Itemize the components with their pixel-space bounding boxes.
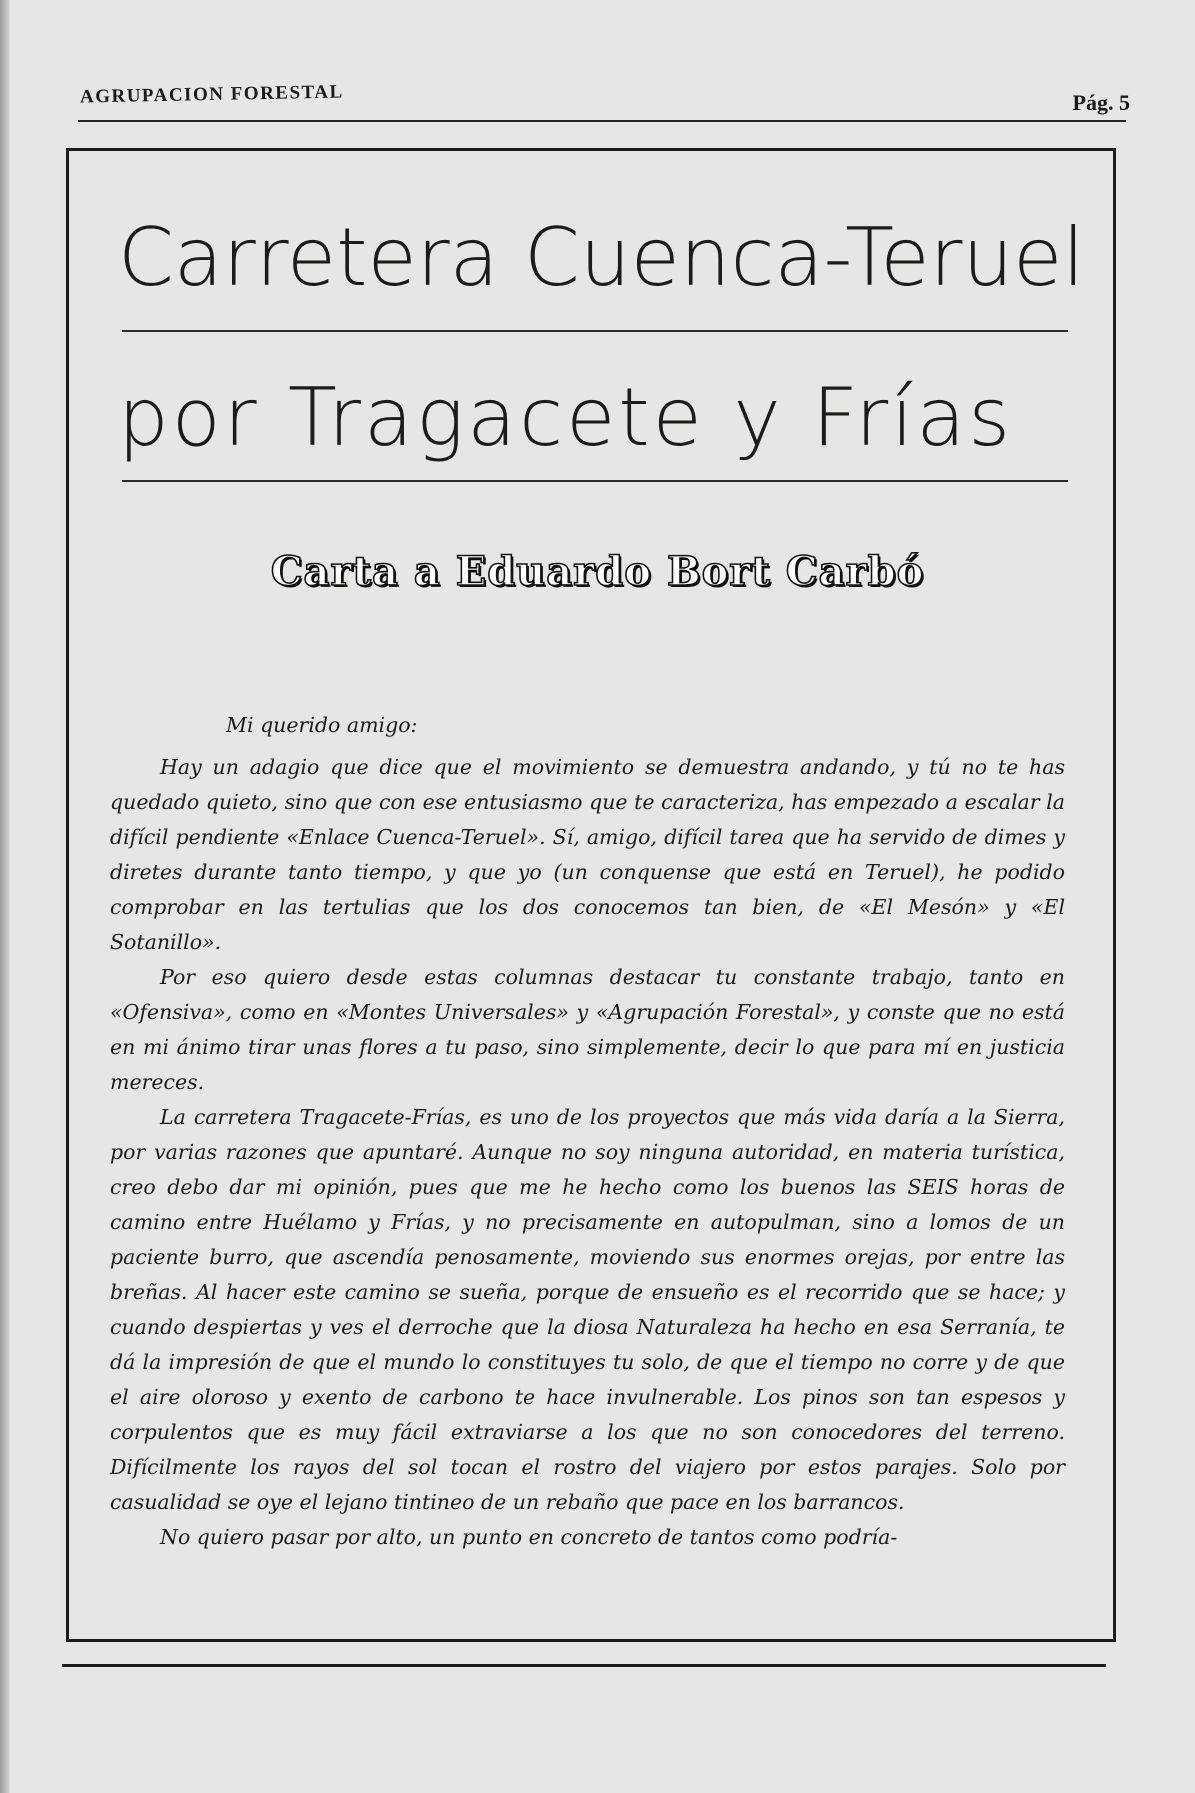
paragraph: No quiero pasar por alto, un punto en concreto de tantos como podría- bbox=[160, 1525, 898, 1549]
title-rule-2 bbox=[122, 480, 1068, 482]
letter-body bbox=[110, 708, 1065, 1555]
page-number: Pág. 5 bbox=[1072, 90, 1130, 115]
journal-name: AGRUPACION FORESTAL bbox=[79, 81, 344, 108]
header-rule bbox=[78, 120, 1126, 122]
paragraph: Hay un adagio que dice que el movimiento se demuestra andando, y tú no te has quedado quieto, sino que con ese entusiasmo que te caracteriza, has empezado a escalar la difícil pendiente «Enlace Cuenca-Teruel». Sí, amigo, difícil tarea que ha servido de dimes y diretes durante tanto tiempo, y que yo (un conquense que está en Teruel), he podido comprobar en las tertulias que los dos conocemos tan bien, de «El Mesón» y «El Sotanillo». bbox=[110, 755, 1065, 954]
page-edge-shadow bbox=[0, 0, 10, 1793]
article-subtitle: Carta a Eduardo Bort Carbó bbox=[270, 548, 925, 595]
paragraph: Por eso quiero desde estas columnas destacar tu constante trabajo, tanto en «Ofensiva», como en «Montes Universales» y «Agrupación Forestal», y conste que no está en mi ánimo tirar unas flores a tu paso, sino simplemente, decir lo que para mí en justicia mereces. bbox=[110, 965, 1065, 1094]
title-rule-1 bbox=[122, 330, 1068, 332]
article-title-line-1: Carretera Cuenca-Teruel bbox=[118, 211, 1085, 304]
article-title-line-2: por Tragacete y Frías bbox=[118, 371, 1014, 464]
article-frame-shadow bbox=[62, 1664, 1106, 1667]
salutation: Mi querido amigo: bbox=[226, 713, 418, 737]
paragraph: La carretera Tragacete-Frías, es uno de los proyectos que más vida daría a la Sierra, por varias razones que apuntaré. Aunque no soy ninguna autoridad, en materia turística, creo debo dar mi opinión, pues que me he hecho como los buenos las SEIS horas de camino entre Huélamo y Frías, y no precisamente en autopulman, sino a lomos de un paciente burro, que ascendía penosamente, moviendo sus enormes orejas, por entre las breñas. Al hacer este camino se sueña, porque de ensueño es el recorrido que se hace; y cuando despiertas y ves el derroche que la diosa Naturaleza ha hecho en esa Serranía, te dá la impresión de que el mundo lo constituyes tu solo, de que el tiempo no corre y de que el aire oloroso y exento de carbono te hace invulnerable. Los pinos son tan espesos y corpulentos que es muy fácil extraviarse a los que no son conocedores del terreno. Difícilmente los rayos del sol tocan el rostro del viajero por estos parajes. Solo por casualidad se oye el lejano tintineo de un rebaño que pace en los barrancos. bbox=[110, 1105, 1065, 1514]
running-header bbox=[79, 81, 1130, 115]
